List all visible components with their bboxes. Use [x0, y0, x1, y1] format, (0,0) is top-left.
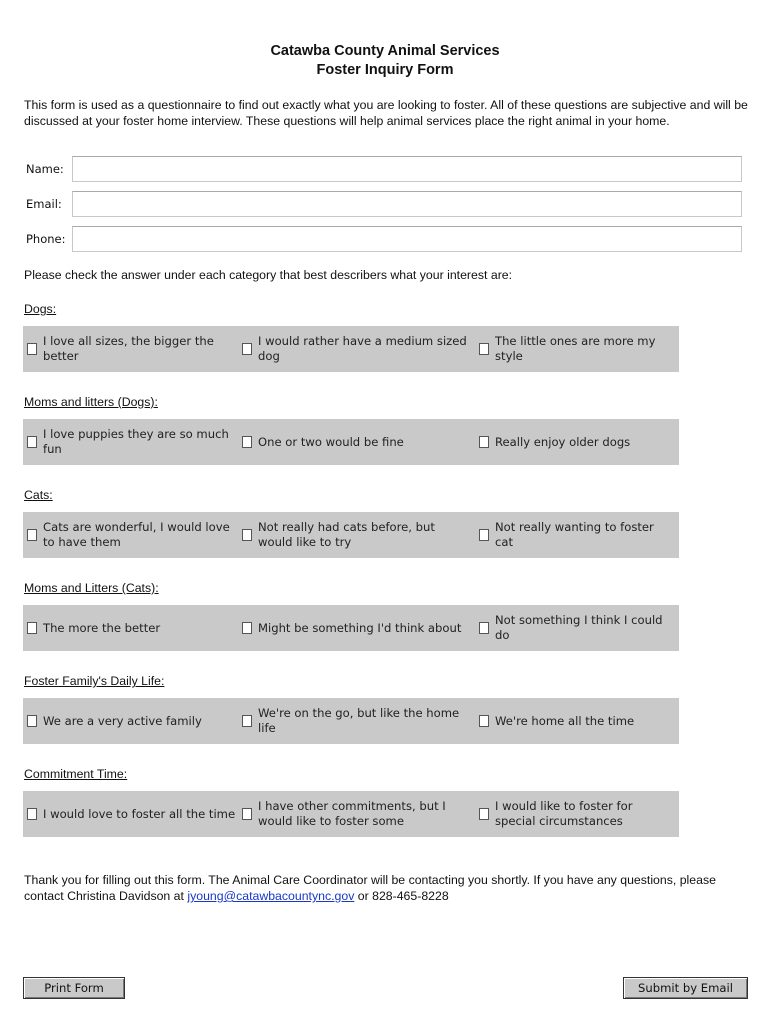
- checkbox-icon[interactable]: [242, 436, 252, 448]
- option-checkbox[interactable]: [27, 605, 239, 651]
- option-label: Not really wanting to foster cat: [495, 520, 654, 549]
- category-options-commitment: [23, 791, 679, 837]
- category-options-cat-litters: [23, 605, 679, 651]
- checkbox-icon[interactable]: [242, 808, 252, 820]
- checkbox-icon[interactable]: [27, 715, 37, 727]
- intro-paragraph: This form is used as a questionnaire to find out exactly what you are looking to foster. All of these questions are subjective and will be discussed at your foster home interview. These questions will help animal services place the right animal in your home.: [24, 98, 748, 128]
- option-checkbox[interactable]: [479, 698, 675, 744]
- option-checkbox[interactable]: [27, 512, 239, 558]
- option-label: One or two would be fine: [258, 434, 404, 449]
- checkbox-icon[interactable]: [479, 808, 489, 820]
- option-checkbox[interactable]: [27, 326, 239, 372]
- option-label: I have other commitments, but I would like to foster some: [258, 799, 446, 828]
- title-line-1: Catawba County Animal Services: [270, 43, 500, 59]
- category-options-dog-litters: [23, 419, 679, 465]
- option-label: Cats are wonderful, I would love to have them: [43, 520, 230, 549]
- email-input[interactable]: [72, 191, 742, 217]
- category-heading-cat-litters: Moms and Litters (Cats):: [24, 581, 159, 595]
- checkbox-icon[interactable]: [479, 622, 489, 634]
- name-label: Name:: [26, 162, 64, 176]
- category-heading-dogs: Dogs:: [24, 302, 57, 316]
- name-input[interactable]: [72, 156, 742, 182]
- phone-label: Phone:: [26, 232, 66, 246]
- category-heading-dog-litters: Moms and litters (Dogs):: [24, 395, 158, 409]
- checkbox-icon[interactable]: [242, 622, 252, 634]
- form-title: [0, 42, 770, 80]
- contact-email-link[interactable]: jyoung@catawbacountync.gov: [187, 889, 355, 903]
- name-row: [24, 156, 744, 184]
- checkbox-icon[interactable]: [242, 715, 252, 727]
- category-options-dogs: [23, 326, 679, 372]
- option-label: We're home all the time: [495, 713, 635, 728]
- category-heading-commitment: Commitment Time:: [24, 767, 128, 781]
- phone-row: [24, 226, 744, 254]
- option-label: I would like to foster for special circumstances: [495, 799, 633, 828]
- checkbox-icon[interactable]: [479, 343, 489, 355]
- option-checkbox[interactable]: [479, 419, 675, 465]
- option-label: Not something I think I could do: [495, 613, 663, 642]
- checkbox-icon[interactable]: [27, 436, 37, 448]
- option-checkbox[interactable]: [479, 791, 675, 837]
- option-label: The more the better: [43, 620, 161, 635]
- submit-by-email-button[interactable]: Submit by Email: [623, 977, 748, 999]
- option-label: Really enjoy older dogs: [495, 434, 631, 449]
- option-checkbox[interactable]: [479, 326, 675, 372]
- option-checkbox[interactable]: [479, 605, 675, 651]
- option-checkbox[interactable]: [242, 326, 476, 372]
- checkbox-icon[interactable]: [242, 529, 252, 541]
- title-line-2: Foster Inquiry Form: [316, 62, 454, 78]
- option-checkbox[interactable]: [242, 791, 464, 837]
- option-label: I love puppies they are so much fun: [43, 427, 229, 456]
- email-label: Email:: [26, 197, 62, 211]
- category-heading-cats: Cats:: [24, 488, 53, 502]
- category-heading-daily-life: Foster Family's Daily Life:: [24, 674, 165, 688]
- option-label: We are a very active family: [43, 713, 202, 728]
- option-label: Not really had cats before, but would like to try: [258, 520, 435, 549]
- option-checkbox[interactable]: [27, 419, 239, 465]
- option-checkbox[interactable]: [27, 698, 239, 744]
- option-label: Might be something I'd think about: [258, 620, 462, 635]
- checkbox-icon[interactable]: [242, 343, 252, 355]
- footer-phone-text: or 828-465-8228: [354, 889, 449, 903]
- option-checkbox[interactable]: [479, 512, 675, 558]
- option-checkbox[interactable]: [242, 605, 476, 651]
- checkbox-icon[interactable]: [27, 529, 37, 541]
- print-form-button[interactable]: Print Form: [23, 977, 125, 999]
- checkbox-icon[interactable]: [27, 343, 37, 355]
- option-label: I love all sizes, the bigger the better: [43, 334, 214, 363]
- checkbox-icon[interactable]: [479, 529, 489, 541]
- instruction-text: Please check the answer under each category that best describers what your interest are:: [24, 268, 513, 282]
- option-checkbox[interactable]: [242, 512, 464, 558]
- option-label: I would love to foster all the time: [43, 806, 236, 821]
- category-options-daily-life: [23, 698, 679, 744]
- option-label: We're on the go, but like the home life: [258, 706, 460, 735]
- footer-paragraph: [24, 872, 754, 904]
- footer-text: Thank you for filling out this form. The Animal Care Coordinator will be contacting you shortly. If you have any questions, please contact Christina Davidson at: [24, 873, 716, 903]
- email-row: [24, 191, 744, 219]
- checkbox-icon[interactable]: [27, 622, 37, 634]
- phone-input[interactable]: [72, 226, 742, 252]
- checkbox-icon[interactable]: [479, 436, 489, 448]
- option-checkbox[interactable]: [242, 698, 476, 744]
- checkbox-icon[interactable]: [27, 808, 37, 820]
- option-checkbox[interactable]: [27, 791, 239, 837]
- category-options-cats: [23, 512, 679, 558]
- checkbox-icon[interactable]: [479, 715, 489, 727]
- option-checkbox[interactable]: [242, 419, 476, 465]
- option-label: The little ones are more my style: [495, 334, 656, 363]
- option-label: I would rather have a medium sized dog: [258, 334, 467, 363]
